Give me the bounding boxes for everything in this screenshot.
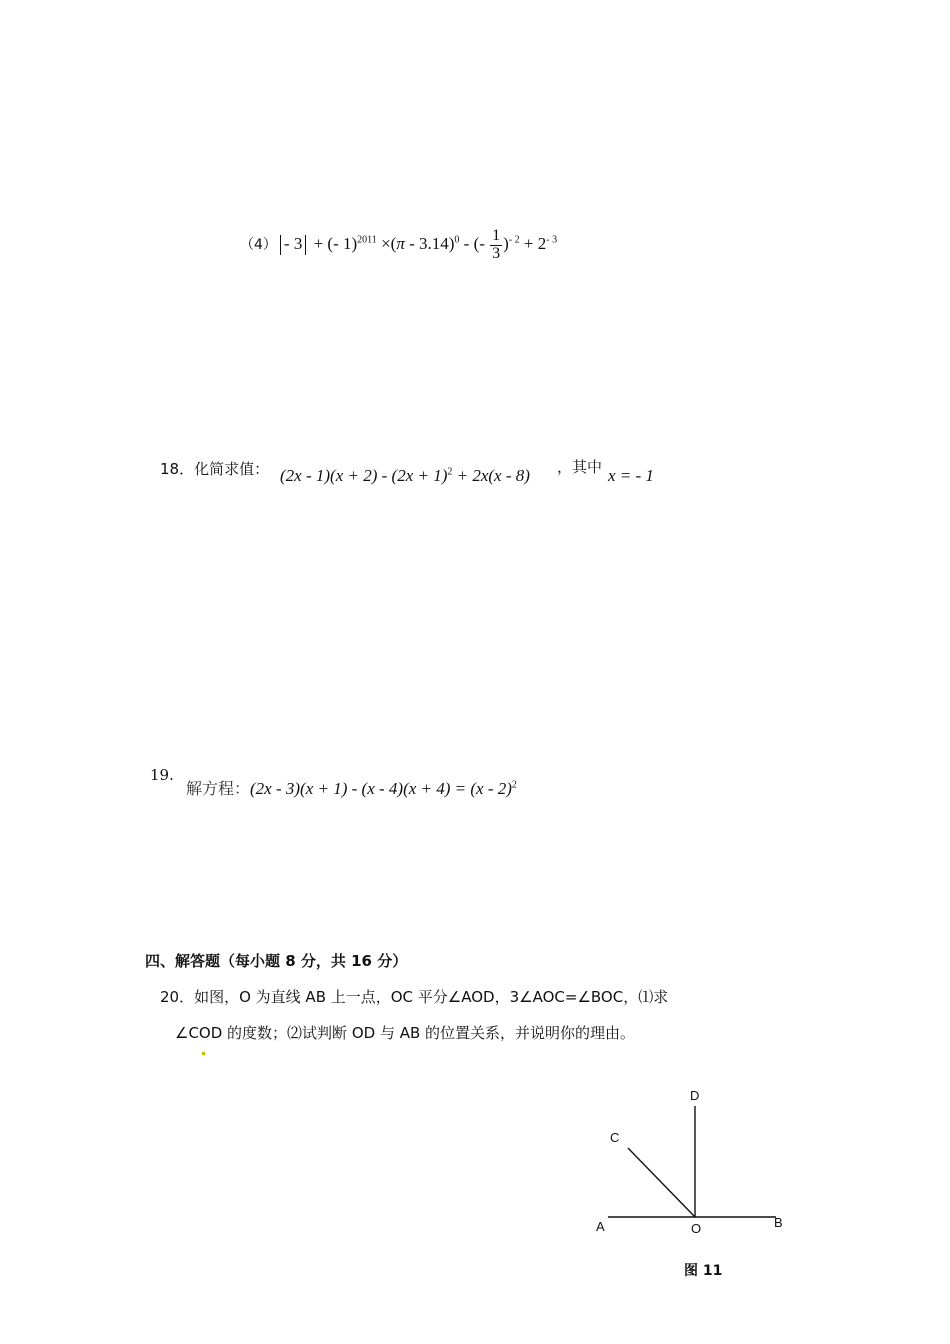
problem-17-4-label: （4）	[240, 237, 277, 254]
expr-term: ×(	[376, 234, 397, 254]
problem-19-expression	[186, 776, 517, 799]
exponent: 2	[511, 779, 517, 791]
expr-part: (2x - 3)(x + 1) - (x - 4)(x + 4) = (x - 2)	[250, 779, 512, 798]
point-d-label: D	[690, 1088, 700, 1103]
problem-18-condition	[608, 466, 654, 486]
problem-20-line1: 20．如图，O 为直线 AB 上一点，OC 平分∠AOD，3∠AOC=∠BOC，⑴求	[160, 988, 669, 1006]
problem-18-expression	[280, 466, 530, 486]
exponent: 2011	[357, 234, 377, 246]
expr-term: + 2	[519, 234, 547, 254]
expr-term: - 3	[283, 234, 303, 254]
fraction	[490, 228, 502, 263]
problem-19-label: 解方程：	[186, 779, 251, 798]
point-c-label: C	[610, 1130, 620, 1145]
figure-11	[580, 1080, 800, 1290]
exponent: - 3	[546, 234, 558, 246]
expr-part: + 2x(x - 8)	[452, 466, 530, 485]
expr-term: - (-	[459, 234, 490, 254]
section-4-title: 四、解答题（每小题 8 分，共 16 分）	[145, 952, 408, 970]
exponent: 2	[447, 466, 453, 478]
problem-18-label: 18．化简求值：	[160, 460, 270, 478]
problem-17-4	[240, 228, 557, 263]
point-o-label: O	[691, 1221, 702, 1236]
problem-18-where: ，其中	[557, 458, 603, 476]
expr-part: (2x - 1)(x + 2) - (2x + 1)	[280, 466, 448, 485]
exponent: - 2	[508, 234, 520, 246]
figure-11-caption: 图 11	[684, 1263, 723, 1279]
ray-oc	[628, 1148, 695, 1217]
exponent: 0	[454, 234, 460, 246]
point-a-label: A	[596, 1219, 605, 1234]
abs-bar-left	[280, 235, 281, 255]
problem-19-number: 19.	[150, 766, 174, 784]
expr-term: + (- 1)	[309, 234, 358, 254]
fraction-denominator: 3	[492, 244, 501, 262]
expr-term: )	[503, 234, 509, 254]
stray-dot	[202, 1052, 205, 1055]
condition-expr: x = - 1	[608, 466, 654, 485]
point-b-label: B	[774, 1215, 783, 1230]
problem-20-line2: ∠COD 的度数；⑵试判断 OD 与 AB 的位置关系，并说明你的理由。	[175, 1024, 636, 1042]
expr-term: - 3.14)	[404, 234, 455, 254]
pi-symbol: π	[396, 234, 405, 254]
abs-bar-right	[305, 235, 306, 255]
fraction-numerator: 1	[492, 227, 501, 244]
